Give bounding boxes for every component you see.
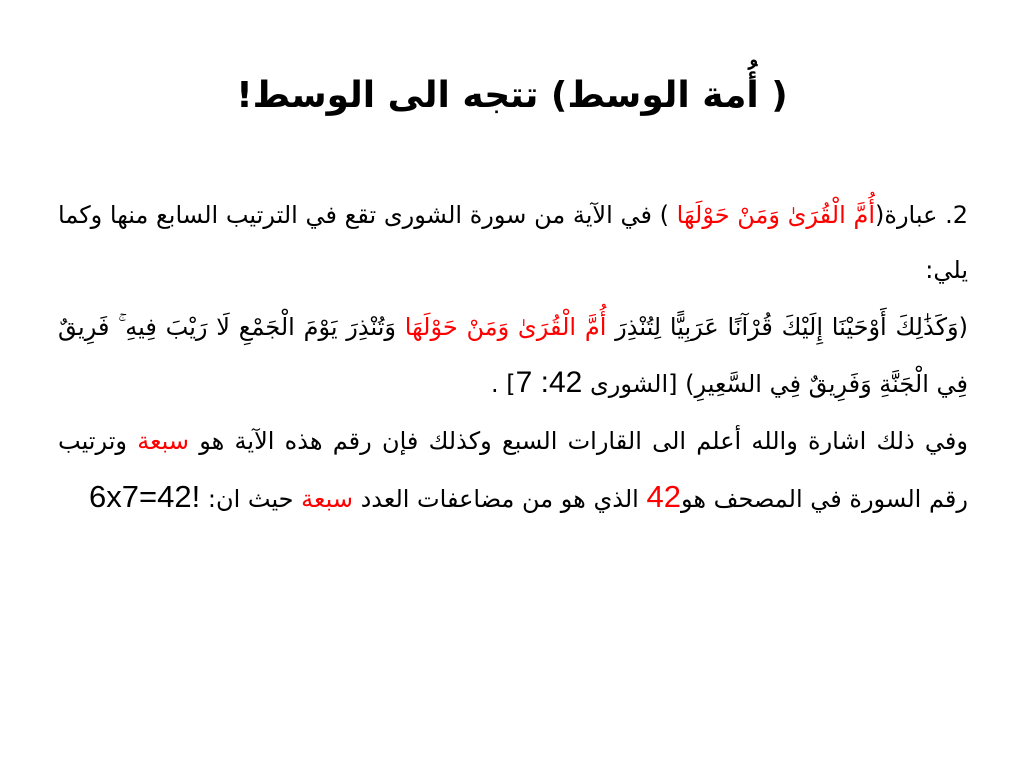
seven-word-1: سبعة (137, 427, 190, 455)
slide-title (100, 58, 924, 134)
verse-reference: 42: 7 (515, 366, 583, 399)
point-2-paragraph (58, 188, 968, 298)
explanation-line3: الذي هو من مضاعفات العدد (352, 485, 647, 513)
point-suffix: ) في الآية من سورة الشورى تقع في الترتيب السابع منها وكما يلي: (58, 201, 968, 284)
verse-rest: وَتُنْذِرَ يَوْمَ الْجَمْعِ لَا رَيْبَ فِيهِ ۚ فَرِيقٌ فِي الْجَنَّةِ وَفَرِيقٌ فِي السَّعِيرِ) [الشورى (58, 313, 968, 398)
verse-open: (وَكَذَٰلِكَ أَوْحَيْنَا إِلَيْكَ قُرْآنًا عَرَبِيًّا لِتُنْذِرَ (606, 313, 968, 341)
explanation-paragraph (58, 414, 968, 527)
point-prefix: عبارة( (875, 201, 938, 229)
equation: 6x7=42! (89, 479, 201, 514)
explanation-line4: حيث ان: (200, 485, 302, 513)
slide-body (58, 188, 968, 527)
point-number: 2. (945, 201, 969, 229)
highlighted-phrase: أُمَّ الْقُرَىٰ وَمَنْ حَوْلَهَا (676, 201, 875, 229)
number-42: 42 (646, 479, 681, 514)
explanation-line1: وفي ذلك اشارة والله أعلم الى القارات السبع وكذلك فإن رقم هذه الآية هو (189, 427, 968, 455)
explanation-line2: وترتيب رقم السورة في المصحف هو (58, 427, 968, 513)
verse-close: ] . (490, 370, 516, 398)
verse-paragraph (58, 300, 968, 412)
seven-word-2: سبعة (301, 485, 353, 513)
verse-highlighted-phrase: أُمَّ الْقُرَىٰ وَمَنْ حَوْلَهَا (404, 313, 607, 341)
slide-title-text: ( أُمة الوسط) تتجه الى الوسط! (236, 75, 788, 116)
